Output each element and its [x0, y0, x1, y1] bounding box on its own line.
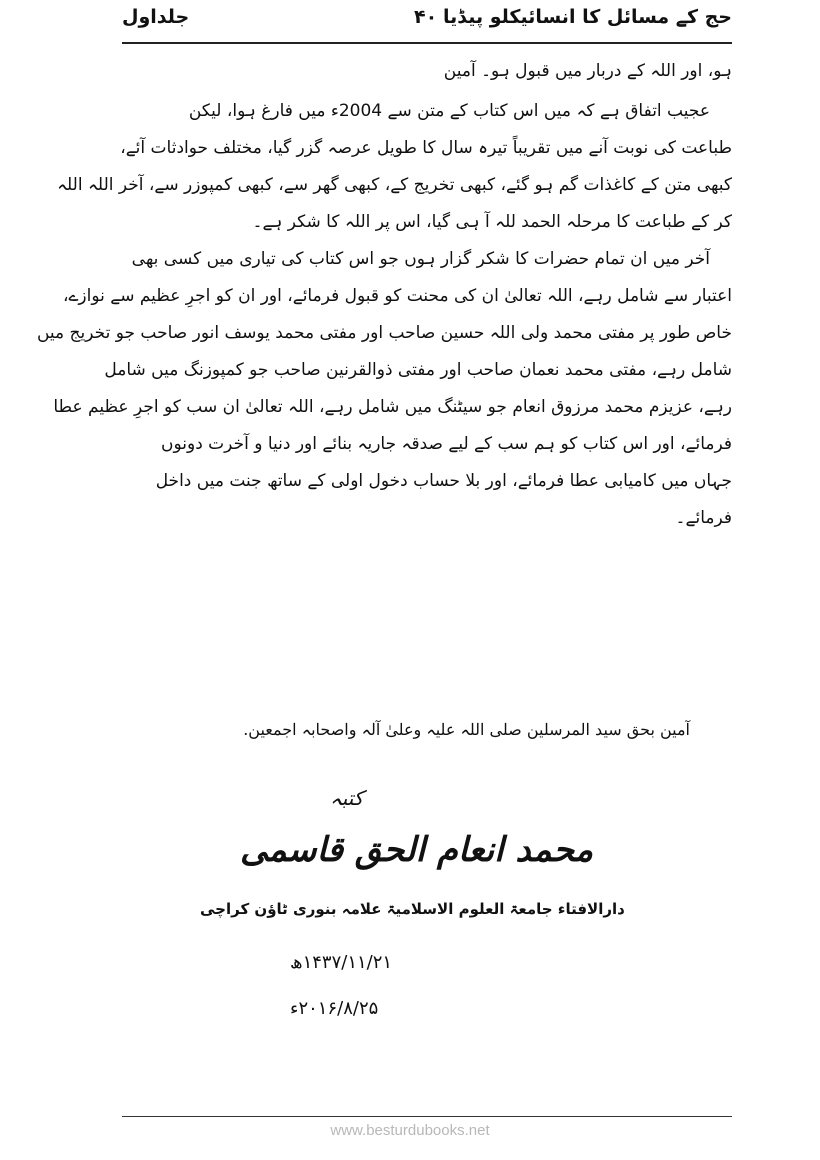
text-line: خاص طور پر مفتی محمد ولی اللہ حسین صاحب اور مفتی محمد یوسف انور صاحب جو تخریج میں	[36, 323, 732, 343]
signature-name: محمد انعام الحق قاسمی	[240, 830, 594, 870]
signature-label: کتبہ	[330, 786, 364, 810]
page-number: ۴۰	[414, 6, 438, 28]
text-line: جہاں میں کامیابی عطا فرمائے، اور بلا حساب دخول اولی کے ساتھ جنت میں داخل	[155, 471, 732, 491]
signature-institution: دارالافتاء جامعۃ العلوم الاسلامیۃ علامہ بنوری ٹاؤن کراچی	[200, 900, 625, 918]
text-line: ہو، اور اللہ کے دربار میں قبول ہو۔ آمین	[443, 61, 732, 81]
text-line: عجیب اتفاق ہے کہ میں اس کتاب کے متن سے 2004ء میں فارغ ہوا، لیکن	[188, 101, 710, 121]
text-line: فرمائے۔	[675, 508, 732, 528]
arabic-closing: آمین بحق سید المرسلین صلی اللہ علیہ وعلیٰ آلہ واصحابہ اجمعین.	[243, 720, 690, 739]
page-header	[122, 6, 732, 38]
text-line: طباعت کی نوبت آنے میں تقریباً تیرہ سال کا طویل عرصہ گزر گیا، مختلف حوادثات آئے،	[120, 138, 732, 158]
text-line: رہے، عزیزم محمد مرزوق انعام جو سیٹنگ میں شامل رہے، اللہ تعالیٰ ان سب کو اجرِ عظیم عطا	[53, 397, 732, 417]
date-hijri: ۱۴۳۷/۱۱/۲۱ھ	[290, 952, 393, 973]
text-line: اعتبار سے شامل رہے، اللہ تعالیٰ ان کی محنت کو قبول فرمائے، اور ان کو اجرِ عظیم سے نوازے،	[62, 286, 732, 306]
text-line: آخر میں ان تمام حضرات کا شکر گزار ہوں جو اس کتاب کی تیاری میں کسی بھی	[131, 249, 710, 269]
volume-label: جلداول	[122, 6, 190, 28]
text-line: فرمائے، اور اس کتاب کو ہم سب کے لیے صدقہ جاریہ بنائے اور دنیا و آخرت دونوں	[161, 434, 732, 454]
footer-watermark: www.besturdubooks.net	[330, 1122, 490, 1139]
text-line: کر کے طباعت کا مرحلہ الحمد للہ آ ہی گیا، اس پر اللہ کا شکر ہے۔	[252, 212, 732, 232]
text-line: کبھی متن کے کاغذات گم ہو گئے، کبھی تخریج کے، کبھی گھر سے، کبھی کمپوزر سے، آخر اللہ اللہ	[57, 175, 732, 195]
body-text	[36, 60, 732, 544]
book-title: حج کے مسائل کا انسائیکلو پیڈیا	[442, 6, 732, 28]
text-line: شامل رہے، مفتی محمد نعمان صاحب اور مفتی ذوالقرنین صاحب جو کمپوزنگ میں شامل	[104, 360, 732, 380]
footer-divider	[122, 1116, 732, 1117]
date-gregorian: ۲۰۱۶/۸/۲۵ء	[290, 998, 379, 1019]
header-divider	[122, 42, 732, 44]
